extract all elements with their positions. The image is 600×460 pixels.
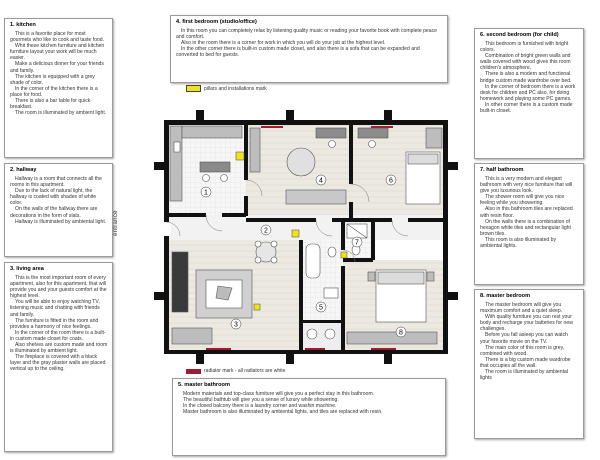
panel-second-bedroom	[474, 28, 584, 159]
panel-text: In other corner there is a custom made built-in closet.	[480, 101, 573, 115]
panel-text: Also in the room there is a corner for work in which you will do your job at the highest level.	[181, 40, 386, 47]
panel-text: Make a delicious dinner for your friends and family.	[10, 61, 104, 74]
room-number-6-label: 6	[389, 177, 393, 185]
panel-text: This bedroom is furnished with bright colors.	[480, 41, 569, 54]
room-number-3	[231, 319, 241, 329]
panel-text: In the other corner there is built-in custom made closet, and also there is a sofa that can be expanded and converted to bed for guests.	[176, 46, 420, 59]
panel-hallway	[4, 163, 113, 257]
room-number-7	[352, 237, 362, 247]
panel-half-bathroom	[474, 163, 584, 285]
panel-text: There is also a bar table for quick breakfast.	[10, 98, 91, 111]
room-number-1	[201, 187, 211, 197]
room-number-2-label: 2	[264, 227, 268, 235]
legend-pillars	[186, 85, 267, 92]
panel-title: 3. living area	[10, 266, 44, 272]
panel-text: Before you fall asleep you can watch your favorite movie on the TV.	[480, 332, 568, 345]
panel-title: 7. half bathroom	[480, 167, 524, 173]
panel-living-area	[4, 262, 113, 452]
room-number-7-label: 7	[355, 239, 359, 247]
panel-text: On the walls of the hallway there are decorations in the form of slats.	[10, 206, 98, 219]
panel-master-bathroom	[172, 378, 446, 456]
panel-title: 2. hallway	[10, 167, 37, 173]
panel-text: The room is illuminated by ambiental lights	[480, 369, 568, 382]
room-number-5-label: 5	[319, 304, 323, 312]
panel-text: The shower room will give you nice feeling while you showering.	[480, 194, 565, 207]
room-number-8	[396, 327, 406, 337]
panel-text: Also shelves are custom made and room is illuminated by ambient light.	[10, 342, 108, 355]
pillar-swatch	[186, 85, 201, 92]
panel-text: On the walls there is a combination of hexagon white tiles and rectangular light brown tiles.	[480, 218, 571, 237]
room-number-3-label: 3	[234, 321, 238, 329]
panel-title: 1. kitchen	[10, 22, 36, 28]
room-number-4	[316, 175, 326, 185]
panel-text: Modern materials and top-class furniture will give you a perfect stay in this bathroom.	[183, 391, 375, 397]
panel-text: Master bathroom is also illuminated by ambiental lights, and tiles are replaced with resin.	[183, 409, 383, 416]
panel-text: Hallway is illuminated by ambiental light.	[15, 218, 107, 225]
panel-text: There is a big custom made wardrobe that occupies all the wall.	[480, 356, 571, 369]
panel-text: This is the most important room of every apartment, also for this apartment, that will provide you and your guests comfort at the highest level.	[10, 275, 107, 300]
panel-text: The kitchen is equipped with a grey shade of color.	[10, 73, 95, 86]
panel-text: This is a favorite place for most gourmets who like to cook and taste food.	[10, 31, 105, 44]
panel-text: Whit these kitchen furniture and kitchen furniture layout your work will be much easier.	[10, 43, 105, 62]
panel-title: 8. master bedroom	[480, 293, 531, 299]
panel-text: The room is illuminated by ambient light.	[15, 110, 107, 117]
panel-text: This room is also illuminated by ambiental lights.	[480, 236, 557, 250]
room-number-8-label: 8	[399, 329, 403, 337]
panel-text: In the closed balcony there is a laundry corner and washin machine.	[183, 403, 337, 410]
panel-text: This is a very modern and elegant bathroom with very nice furniture that will give you luxurious look.	[480, 176, 573, 195]
panel-text: The furniture is fitted in the room and provides a harmony of nice feelings.	[10, 317, 99, 330]
room-number-5	[316, 302, 326, 312]
panel-kitchen	[4, 18, 113, 158]
panel-text: The main color of this room is grey, combined with wood.	[480, 344, 565, 357]
floor-plan	[136, 92, 466, 382]
room-number-1-label: 1	[204, 189, 208, 197]
panel-text: With quality furniture you can rest your body and recharge your batteries for new challenges.	[480, 314, 573, 333]
room-number-2	[261, 225, 271, 235]
panel-title: 6. second bedroom (for child)	[480, 32, 559, 38]
balcony-floor	[301, 322, 343, 352]
panel-text: The fireplace is covered with a black layer and the gray plaster walls are placed vertical up to the ceiling.	[10, 354, 106, 373]
panel-text: In this room you can completely relax by listening quality music or reading your favorite book with complete peace and comfort.	[176, 28, 437, 41]
panel-first-bedroom	[170, 15, 448, 83]
panel-text: You will be able to enjoy watching TV, listening music and chatting with friends and family.	[10, 299, 100, 318]
panel-text: The master bedroom will give you maximum comfort and a quiet sleep.	[480, 302, 563, 315]
panel-text: Hallway is a room that connects all the rooms in this apartment.	[10, 176, 102, 189]
panel-text: In the corner of bedroom there is a work desk for children and PC also, for doing homework and playing some PC games.	[480, 83, 576, 102]
legend-radiator-label: radiator mark - all radiators are white	[204, 368, 286, 374]
panel-text: The beautiful bathtub will give you a sense of luxury while showering.	[183, 397, 339, 404]
panel-text: Combination of bright green walls and walls covered with wood gives this room children's atmosphere.	[480, 53, 571, 72]
legend-pillars-label: pillars and installations mark	[204, 85, 267, 92]
panel-text: In the corner of the kitchen there is a place for food.	[10, 85, 98, 98]
room-number-4-label: 4	[319, 177, 323, 185]
panel-text: In the corner of the room there is a built-in custom made closet for coats.	[10, 329, 106, 342]
room-number-6	[386, 175, 396, 185]
panel-title: 4. first bedroom (studio/office)	[176, 19, 257, 25]
panel-text: There is also a modern and functional bridge custom made wardrobe over bed.	[480, 71, 572, 84]
panel-title: 5. master bathroom	[178, 382, 230, 388]
panel-master-bedroom	[474, 289, 584, 439]
entrance-label: entrance	[113, 210, 119, 236]
panel-text: Due to the lack of natural light, the hallway is coated with shades of white color.	[10, 188, 97, 207]
panel-text: Also in this bathroom tiles are replaced with resin floor.	[480, 206, 573, 219]
